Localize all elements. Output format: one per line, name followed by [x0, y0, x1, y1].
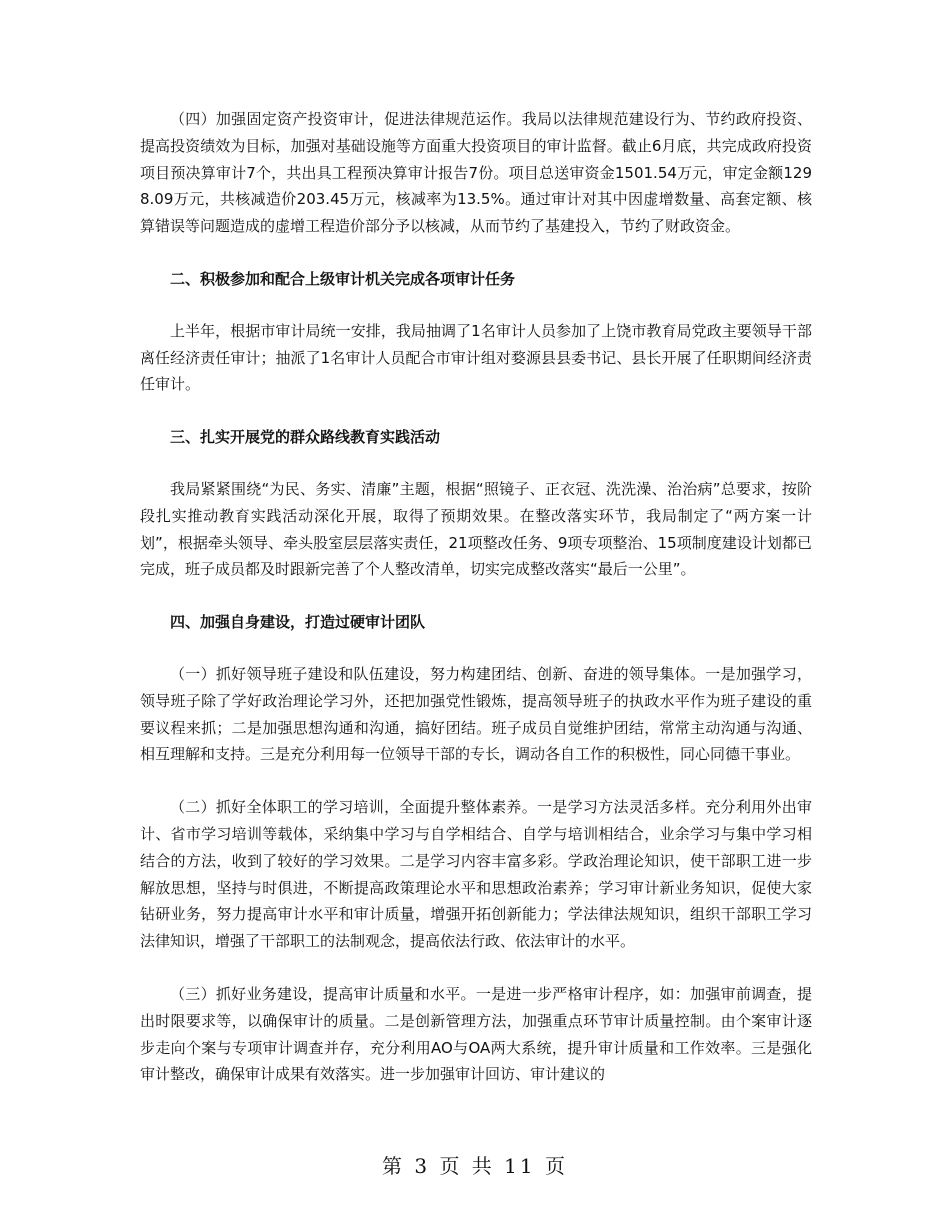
heading-section-2: 二、积极参加和配合上级审计机关完成各项审计任务 [170, 269, 516, 288]
paragraph-staff-training: （二）抓好全体职工的学习培训，全面提升整体素养。一是学习方法灵活多样。充分利用外出审计、省市学习培训等载体，采纳集中学习与自学相结合、自学与培训相结合，业余学习与集中学习相结合的方法，收到了较好的学习效果。二是学习内容丰富多彩。学政治理论知识，使干部职工进一步解放思想，坚持与时俱进，不断提高政策理论水平和思想政治素养；学习审计新业务知识，促使大家钻研业务，努力提高审计水平和审计质量，增强开拓创新能力；学法律法规知识，组织干部职工学习法律知识，增强了干部职工的法制观念，提高依法行政、依法审计的水平。 [140, 798, 812, 951]
paragraph-fixed-asset-audit: （四）加强固定资产投资审计，促进法律规范运作。我局以法律规范建设行为、节约政府投资、提高投资绩效为目标，加强对基础设施等方面重大投资项目的审计监督。截止6月底，共完成政府投资项目预决算审计7个，共出具工程预决算审计报告7份。项目总送审资金1501.54万元，审定金额1298.09万元，共核减造价203.45万元，核减率为13.5%。通过审计对其中因虚增数量、高套定额、核算错误等问题造成的虚增工程造价部分予以核减，从而节约了基建投入，节约了财政资金。 [140, 110, 812, 236]
heading-section-4: 四、加强自身建设，打造过硬审计团队 [170, 613, 426, 632]
paragraph-mass-line-education: 我局紧紧围绕“为民、务实、清廉”主题，根据“照镜子、正衣冠、洗洗澡、治治病”总要求，按阶段扎实推动教育实践活动深化开展，取得了预期效果。在整改落实环节，我局制定了“两方案一计划”，根据牵头领导、牵头股室层层落实责任，21项整改任务、9项专项整治、15项制度建设计划都已完成，班子成员都及时跟新完善了个人整改清单，切实完成整改落实“最后一公里”。 [140, 479, 812, 579]
paragraph-business-building: （三）抓好业务建设，提高审计质量和水平。一是进一步严格审计程序，如：加强审前调查，提出时限要求等，以确保审计的质量。二是创新管理方法，加强重点环节审计质量控制。由个案审计逐步走向个案与专项审计调查并存，充分利用AO与OA两大系统，提升审计质量和工作效率。三是强化审计整改，确保审计成果有效落实。进一步加强审计回访、审计建议的 [140, 984, 812, 1084]
document-body [140, 106, 812, 1088]
heading-section-3: 三、扎实开展党的群众路线教育实践活动 [170, 428, 441, 447]
paragraph-superior-audit-tasks: 上半年，根据市审计局统一安排，我局抽调了1名审计人员参加了上饶市教育局党政主要领导干部离任经济责任审计；抽派了1名审计人员配合市审计组对婺源县县委书记、县长开展了任职期间经济责任审计。 [140, 321, 812, 394]
page-number-footer: 第 3 页 共 11 页 [382, 1154, 568, 1178]
paragraph-leadership-building: （一）抓好领导班子建设和队伍建设，努力构建团结、创新、奋进的领导集体。一是加强学习，领导班子除了学好政治理论学习外，还把加强党性锻炼，提高领导班子的执政水平作为班子建设的重要议程来抓；二是加强思想沟通和沟通，搞好团结。班子成员自觉维护团结，常常主动沟通与沟通、相互理解和支持。三是充分利用每一位领导干部的专长，调动各自工作的积极性，同心同德干事业。 [140, 664, 812, 764]
